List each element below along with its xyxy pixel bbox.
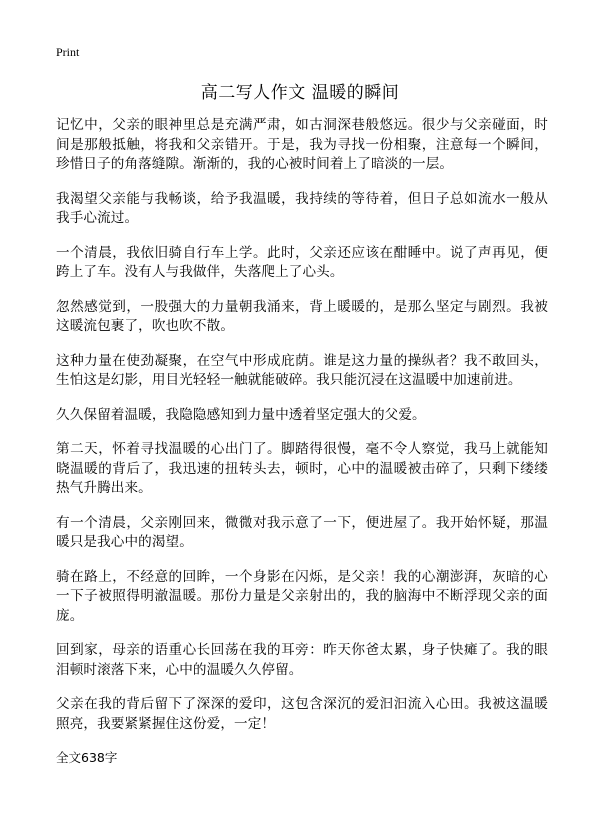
paragraph: 记忆中，父亲的眼神里总是充满严肃，如古洞深巷般悠远。很少与父亲碰面，时间是那般抵触，将我和父亲错开。于是，我为寻找一份相聚，注意每一个瞬间，珍惜日子的角落缝隙。渐渐的，我的心被时间着上了暗淡的一层。 (56, 117, 548, 172)
paragraph: 这种力量在使劲凝聚，在空气中形成庇荫。谁是这力量的操纵者？我不敢回头，生怕这是幻影，用目光轻轻一触就能破碎。我只能沉浸在这温暖中加速前进。 (56, 352, 548, 388)
paragraph: 第二天，怀着寻找温暖的心出门了。脚踏得很慢，毫不令人察觉，我马上就能知晓温暖的背后了，我迅速的扭转头去，顿时，心中的温暖被击碎了，只剩下缕缕热气升腾出来。 (56, 441, 548, 496)
article-body (56, 116, 548, 767)
paragraph: 我渴望父亲能与我畅谈，给予我温暖，我持续的等待着，但日子总如流水一般从我手心流过。 (56, 190, 548, 226)
paragraph: 忽然感觉到，一股强大的力量朝我涌来，背上暖暖的，是那么坚定与剧烈。我被这暖流包裹了，吹也吹不散。 (56, 298, 548, 334)
paragraph: 父亲在我的背后留下了深深的爱印，这包含深沉的爱汩汩流入心田。我被这温暖照亮，我要紧紧握住这份爱，一定！ (56, 696, 548, 732)
paragraph: 久久保留着温暖，我隐隐感知到力量中透着坚定强大的父爱。 (56, 406, 426, 423)
paragraph: 有一个清晨，父亲刚回来，微微对我示意了一下，便进屋了。我开始怀疑，那温暖只是我心中的渴望。 (56, 514, 548, 550)
paragraph: 骑在路上，不经意的回眸，一个身影在闪烁，是父亲！我的心潮澎湃，灰暗的心一下子被照得明澈温暖。那份力量是父亲射出的，我的脑海中不断浮现父亲的面庞。 (56, 568, 548, 624)
paragraph: 回到家，母亲的语重心长回荡在我的耳旁：昨天你爸太累，身子快瘫了。我的眼泪顿时滚落下来，心中的温暖久久停留。 (56, 642, 548, 678)
word-count: 全文638字 (56, 750, 118, 765)
print-link[interactable]: Print (56, 45, 80, 59)
paragraph: 一个清晨，我依旧骑自行车上学。此时，父亲还应该在酣睡中。说了声再见，便跨上了车。没有人与我做伴，失落爬上了心头。 (56, 244, 548, 280)
page-title: 高二写人作文 温暖的瞬间 (200, 83, 400, 103)
